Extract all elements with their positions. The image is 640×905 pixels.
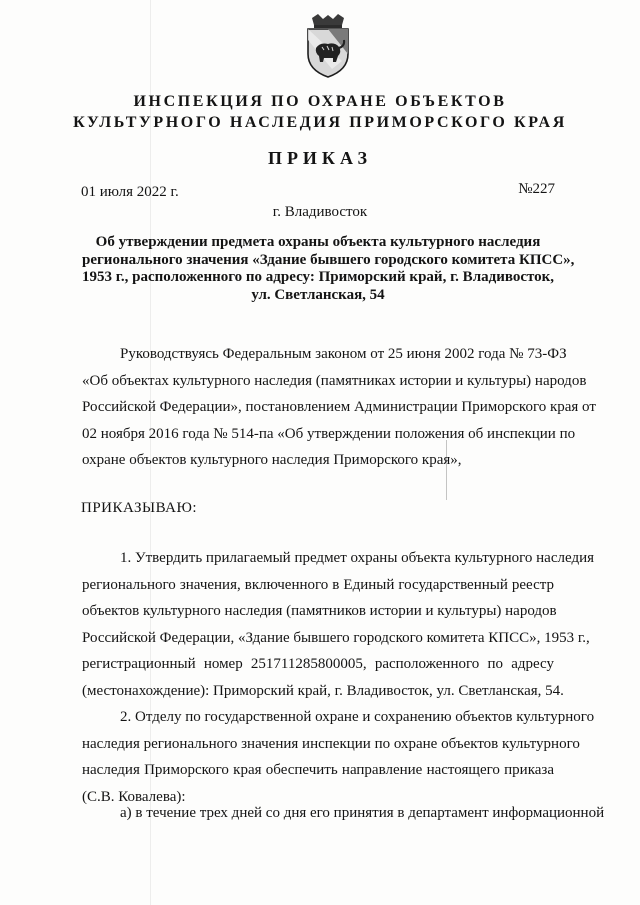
document-date: 01 июля 2022 г. [81,184,179,200]
document-city: г. Владивосток [272,204,368,220]
organization-name-line-2: КУЛЬТУРНОГО НАСЛЕДИЯ ПРИМОРСКОГО КРАЯ [73,114,567,131]
paragraph-line: Российской Федерации», постановлением Администрации Приморского края от [82,399,596,415]
paragraph-line: «Об объектах культурного наследия (памятниках истории и культуры) народов [82,372,587,389]
paragraph-line: Российской Федерации, «Здание бывшего городского комитета КПСС», 1953 г., [82,629,590,646]
paragraph-line: наследия Приморского края обеспечить направление настоящего приказа [82,762,554,778]
paragraph-line: 1. Утвердить прилагаемый предмет охраны объекта культурного наследия [120,550,595,566]
paragraph-line: регистрационный номер 251711285800005, расположенного по адресу [82,656,554,672]
orders-heading: ПРИКАЗЫВАЮ: [81,500,198,516]
document-subject [82,234,575,304]
paragraph-line: 02 ноября 2016 года № 514-па «Об утверждении положения об инспекции по [82,425,576,442]
paragraph-line: (С.В. Ковалева): [82,788,186,805]
paragraph-line: Руководствуясь Федеральным законом от 25 июня 2002 года № 73-ФЗ [120,346,567,362]
paragraph-line: охране объектов культурного наследия Приморского края», [82,452,462,468]
preamble-paragraph [82,341,596,474]
paragraph-line: (местонахождение): Приморский край, г. Владивосток, ул. Светланская, 54. [82,682,564,699]
order-item-1 [82,545,595,704]
paragraph-line: регионального значения, включенного в Единый государственный реестр [82,576,554,593]
document-number: №227 [518,181,555,197]
subject-line: регионального значения «Здание бывшего городского комитета КПСС», [82,251,575,268]
subject-line: ул. Светланская, 54 [251,286,385,303]
paragraph-line: наследия регионального значения инспекции по охране объектов культурного [82,735,580,752]
paragraph-line: объектов культурного наследия (памятников истории и культуры) народов [82,603,557,619]
order-item-2 [82,704,595,810]
paragraph-line: а) в течение трех дней со дня его принятия в департамент информационной [120,805,605,821]
organization-name-line-1: ИНСПЕКЦИЯ ПО ОХРАНЕ ОБЪЕКТОВ [133,93,507,110]
document-type-title: ПРИКАЗ [267,148,373,168]
paragraph-line: 2. Отделу по государственной охране и сохранению объектов культурного [120,709,595,725]
subject-line: Об утверждении предмета охраны объекта культурного наследия [95,234,541,250]
coat-of-arms-icon [302,14,354,78]
subject-line: 1953 г., расположенного по адресу: Приморский край, г. Владивосток, [82,269,555,285]
order-item-2a [82,800,605,827]
